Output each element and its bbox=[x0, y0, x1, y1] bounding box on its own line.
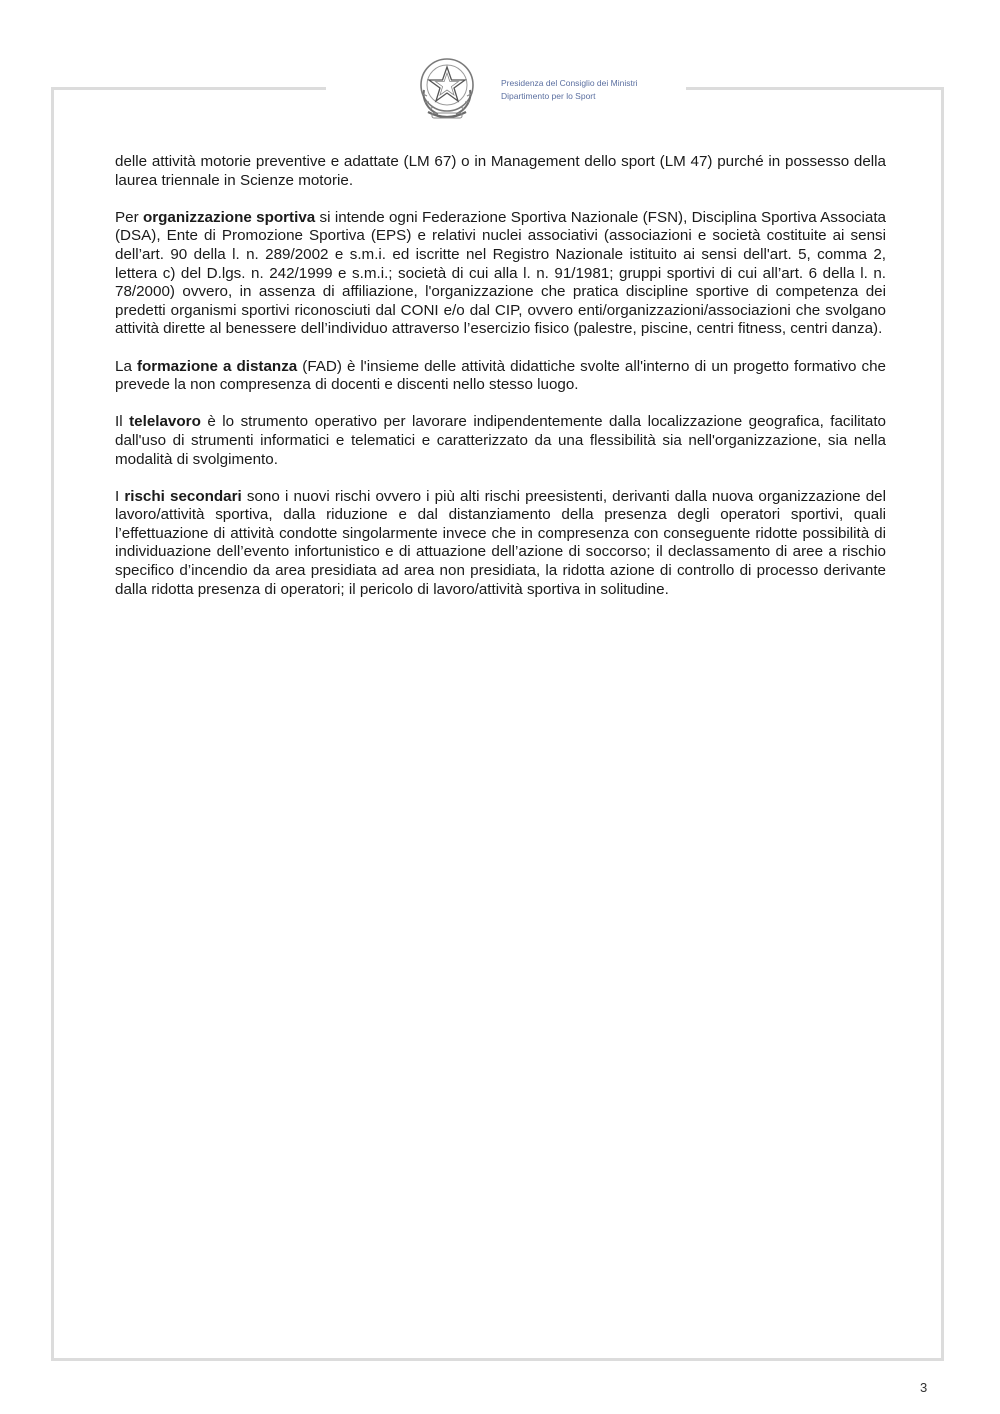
paragraph-5-pre: I bbox=[115, 487, 125, 505]
term-telelavoro: telelavoro bbox=[129, 413, 201, 431]
paragraph-2-post: si intende ogni Federazione Sportiva Nazionale (FSN), Disciplina Sportiva Associata (DSA), Ente di Promozione Sportiva (EPS) e relativi nuclei associativi (associazioni e società costituite ai sensi dell’art. 90 della l. n. 289/2002 e s.m.i. ed iscritte nel Registro Nazionale istituito ai sensi dell'art. 5, comma 2, lettera c) del D.lgs. n. 242/1999 e s.m.i.; società di cui alla l. n. 91/1981; gruppi sportivi di cui all’art. 6 della l. n. 78/2000) ovvero, in assenza di affiliazione, l'organizzazione che pratica discipline sportive di competenza dei predetti organismi sportivi riconosciuti dal CONI e/o dal CIP, ovvero enti/organizzazioni/associazioni che svolgano attività dirette al benessere dell’individuo attraverso l’esercizio fisico (palestre, piscine, centri fitness, centri danza). bbox=[115, 208, 886, 338]
header-institution bbox=[501, 77, 638, 103]
paragraph-5-post: sono i nuovi rischi ovvero i più alti rischi preesistenti, derivanti dalla nuova organizzazione del lavoro/attività sportiva, dalla riduzione e dal distanziamento della presenza degli operatori sportivi, quali l’effettuazione di attività condotte singolarmente invece che in compresenza con conseguente ridotte possibilità di individuazione dell’evento infortunistico e di attuazione dell’azione di soccorso; il declassamento di aree a rischio specifico d’incendio da area presidiata ad area non presidiata, la ridotta azione di controllo di processo derivante dalla ridotta presenza di operatori; il pericolo di lavoro/attività sportiva in solitudine. bbox=[115, 487, 886, 598]
header-line-department: Dipartimento per lo Sport bbox=[501, 91, 596, 101]
paragraph-4-post: è lo strumento operativo per lavorare indipendentemente dalla localizzazione geografica, facilitato dall'uso di strumenti informatici e telematici e caratterizzato da una flessibilità sia nell'organizzazione, sia nella modalità di svolgimento. bbox=[115, 413, 886, 468]
paragraph-rischi-secondari bbox=[115, 488, 886, 600]
header-line-presidency: Presidenza del Consiglio dei Ministri bbox=[501, 78, 638, 88]
paragraph-formazione-a-distanza bbox=[115, 358, 886, 395]
paragraph-2-pre: Per bbox=[115, 208, 143, 226]
document-body bbox=[115, 153, 886, 618]
term-formazione-a-distanza: formazione a distanza bbox=[136, 357, 298, 375]
paragraph-1 bbox=[115, 153, 886, 190]
paragraph-4-pre: Il bbox=[115, 413, 130, 431]
paragraph-3-pre: La bbox=[115, 357, 137, 375]
paragraph-organizzazione-sportiva bbox=[115, 209, 886, 339]
page-number: 3 bbox=[920, 1380, 928, 1395]
paragraph-telelavoro bbox=[115, 413, 886, 469]
italian-republic-emblem-icon bbox=[414, 52, 480, 124]
paragraph-1-text: delle attività motorie preventive e adattate (LM 67) o in Management dello sport (LM 47) purché in possesso della laurea triennale in Scienze motorie. bbox=[115, 153, 886, 189]
term-organizzazione-sportiva: organizzazione sportiva bbox=[142, 208, 316, 226]
term-rischi-secondari: rischi secondari bbox=[124, 487, 242, 505]
paragraph-3-post: (FAD) è l'insieme delle attività didattiche svolte all'interno di un progetto formativo che prevede la non compresenza di docenti e discenti nello stesso luogo. bbox=[115, 357, 886, 394]
